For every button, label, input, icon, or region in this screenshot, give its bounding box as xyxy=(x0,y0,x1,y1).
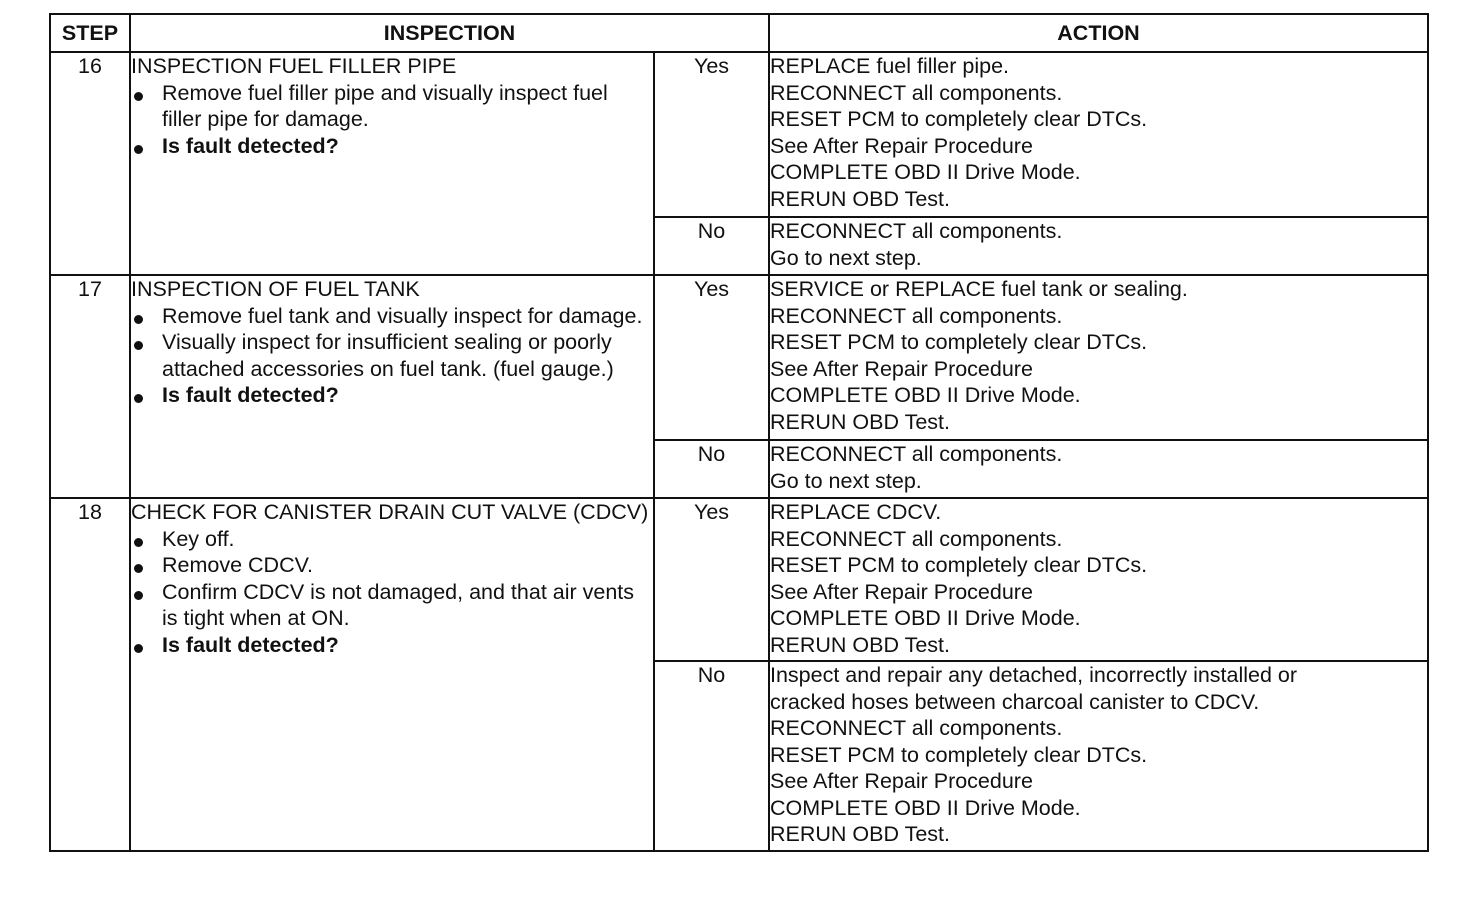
yes-action-cell xyxy=(769,275,1428,440)
action-line: cracked hoses between charcoal canister to CDCV. xyxy=(770,689,1260,714)
action-line: RESET PCM to completely clear DTCs. xyxy=(770,330,1148,354)
bullet-icon xyxy=(134,315,143,324)
action-line: See After Repair Procedure xyxy=(770,133,1033,158)
action-header: ACTION xyxy=(769,14,1428,52)
action-line: RERUN OBD Test. xyxy=(770,632,950,657)
no-action-cell xyxy=(769,661,1428,851)
inspection-cell xyxy=(130,52,654,275)
bullet-icon xyxy=(134,341,143,350)
inspection-title: CHECK FOR CANISTER DRAIN CUT VALVE (CDCV) xyxy=(131,500,649,524)
bullet-icon xyxy=(134,644,143,653)
yes-label: Yes xyxy=(654,52,769,217)
yes-action-cell xyxy=(769,498,1428,661)
action-line: SERVICE or REPLACE fuel tank or sealing. xyxy=(770,277,1188,301)
action-line: See After Repair Procedure xyxy=(770,769,1033,793)
step-header: STEP xyxy=(50,14,130,52)
bullet-icon xyxy=(134,564,143,573)
action-line: RECONNECT all components. xyxy=(770,442,1063,466)
action-line: RECONNECT all components. xyxy=(770,716,1063,740)
yes-label: Yes xyxy=(654,275,769,440)
inspection-bullet: Visually inspect for insufficient sealing or poorly attached accessories on fuel tank. (fuel gauge.) xyxy=(131,329,653,382)
step-number: 18 xyxy=(50,498,130,851)
step-17-yes-row xyxy=(50,275,1428,440)
header-row xyxy=(50,14,1428,52)
action-line: Go to next step. xyxy=(770,245,922,270)
action-line: RECONNECT all components. xyxy=(770,526,1063,551)
no-label: No xyxy=(654,661,769,851)
inspection-bullet: Remove fuel tank and visually inspect for damage. xyxy=(131,303,653,330)
inspection-question: Is fault detected? xyxy=(131,382,653,409)
action-line: REPLACE fuel filler pipe. xyxy=(770,54,1009,78)
step-16-yes-row xyxy=(50,52,1428,217)
action-line: Go to next step. xyxy=(770,468,922,493)
action-line: See After Repair Procedure xyxy=(770,579,1033,604)
action-line: COMPLETE OBD II Drive Mode. xyxy=(770,383,1081,407)
action-line: RERUN OBD Test. xyxy=(770,409,950,434)
inspection-bullets xyxy=(131,303,653,409)
action-line: RERUN OBD Test. xyxy=(770,822,950,846)
inspection-title: INSPECTION FUEL FILLER PIPE xyxy=(131,54,457,78)
inspection-question: Is fault detected? xyxy=(131,632,653,659)
action-line: Inspect and repair any detached, incorrectly installed or xyxy=(770,663,1298,687)
yes-label: Yes xyxy=(654,498,769,661)
action-line: REPLACE CDCV. xyxy=(770,500,942,524)
action-line: RECONNECT all components. xyxy=(770,303,1063,328)
no-action-cell xyxy=(769,440,1428,498)
action-line: RERUN OBD Test. xyxy=(770,186,950,211)
action-line: COMPLETE OBD II Drive Mode. xyxy=(770,795,1081,820)
no-action-cell xyxy=(769,217,1428,275)
inspection-bullet: Confirm CDCV is not damaged, and that air vents is tight when at ON. xyxy=(131,579,653,632)
action-line: RECONNECT all components. xyxy=(770,80,1063,105)
action-line: COMPLETE OBD II Drive Mode. xyxy=(770,606,1081,630)
step-number: 16 xyxy=(50,52,130,275)
bullet-icon xyxy=(134,92,143,101)
action-line: RESET PCM to completely clear DTCs. xyxy=(770,742,1148,767)
bullet-icon xyxy=(134,145,143,154)
no-label: No xyxy=(654,217,769,275)
action-line: RESET PCM to completely clear DTCs. xyxy=(770,107,1148,131)
step-18-yes-row xyxy=(50,498,1428,661)
bullet-icon xyxy=(134,394,143,403)
inspection-cell xyxy=(130,498,654,851)
action-line: COMPLETE OBD II Drive Mode. xyxy=(770,160,1081,184)
no-label: No xyxy=(654,440,769,498)
inspection-header: INSPECTION xyxy=(130,14,769,52)
inspection-question: Is fault detected? xyxy=(131,133,653,160)
yes-action-cell xyxy=(769,52,1428,217)
action-line: RECONNECT all components. xyxy=(770,219,1063,243)
diagnostic-table xyxy=(49,13,1429,852)
bullet-icon xyxy=(134,538,143,547)
inspection-bullets xyxy=(131,80,653,160)
action-line: RESET PCM to completely clear DTCs. xyxy=(770,553,1148,577)
inspection-bullet: Remove CDCV. xyxy=(131,552,653,579)
inspection-cell xyxy=(130,275,654,498)
inspection-bullet: Remove fuel filler pipe and visually inspect fuel filler pipe for damage. xyxy=(131,80,653,133)
bullet-icon xyxy=(134,591,143,600)
inspection-title: INSPECTION OF FUEL TANK xyxy=(131,277,420,301)
step-number: 17 xyxy=(50,275,130,498)
inspection-bullet: Key off. xyxy=(131,526,653,553)
inspection-bullets xyxy=(131,526,653,659)
action-line: See After Repair Procedure xyxy=(770,356,1033,381)
